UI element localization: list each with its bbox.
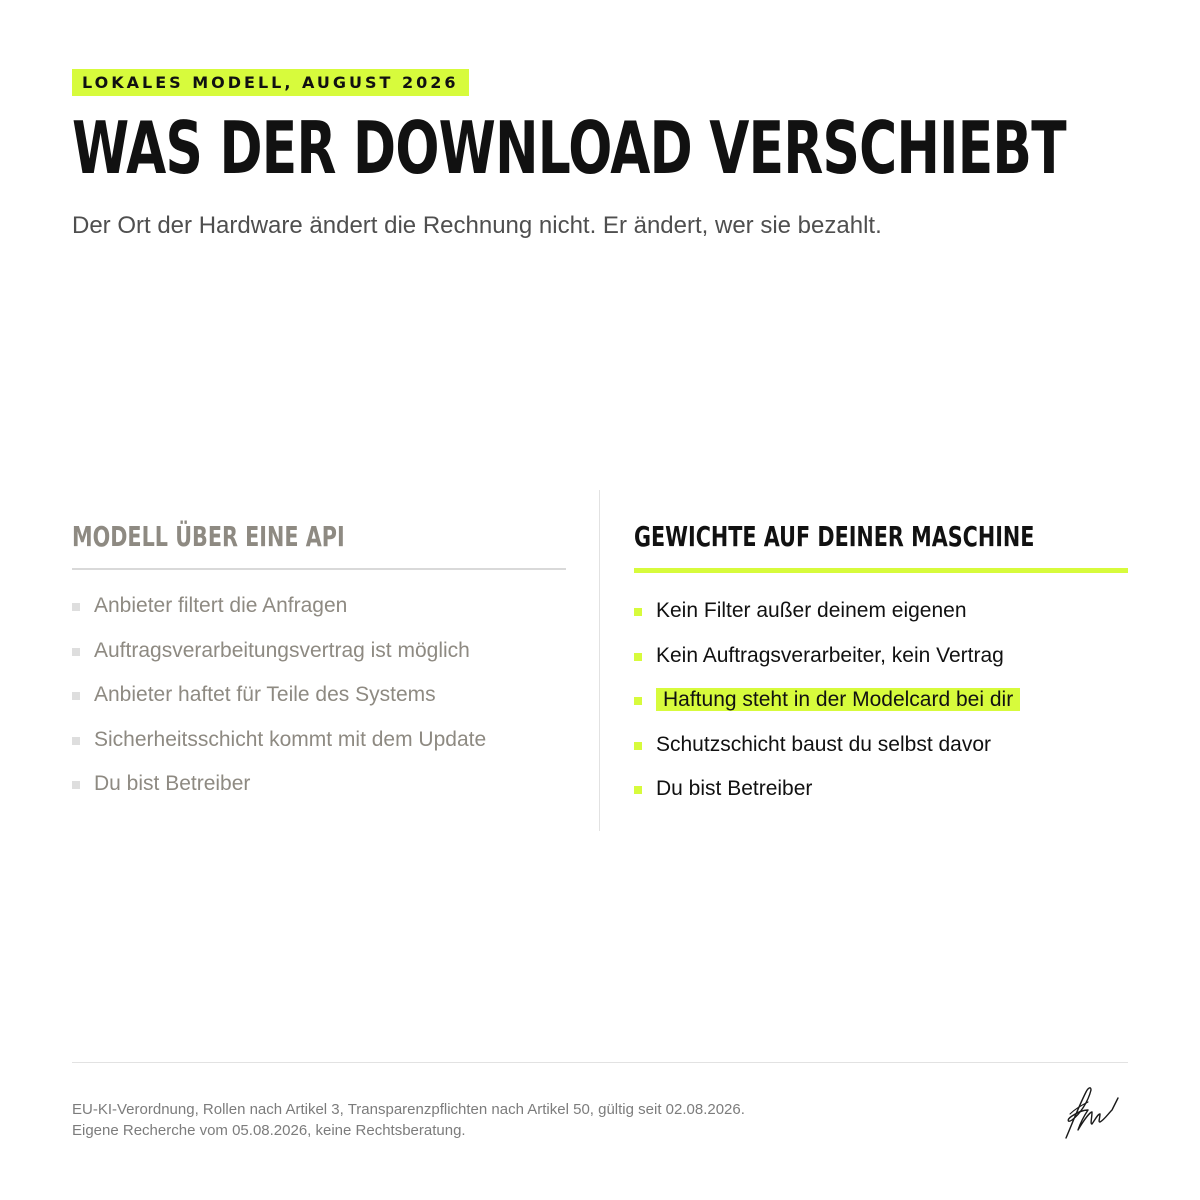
list-item: [72, 637, 566, 682]
list-item-label: Schutzschicht baust du selbst davor: [656, 732, 992, 756]
list-item-label: Du bist Betreiber: [656, 777, 813, 801]
api-model-heading: MODELL ÜBER EINE API: [72, 520, 345, 553]
list-item-label: Sicherheitsschicht kommt mit dem Update: [94, 727, 487, 751]
handwritten-signature-icon: [1058, 1080, 1130, 1142]
list-item: [634, 731, 1128, 776]
square-bullet-icon: [634, 608, 642, 616]
square-bullet-icon: [72, 737, 80, 745]
api-model-heading-rule: [72, 568, 566, 570]
square-bullet-icon: [634, 786, 642, 794]
list-item: [634, 642, 1128, 687]
api-model-list: [72, 592, 566, 815]
list-item-label: Anbieter filtert die Anfragen: [94, 594, 348, 617]
square-bullet-icon: [72, 692, 80, 700]
list-item-label: Du bist Betreiber: [94, 772, 251, 796]
local-weights-list: [634, 597, 1128, 820]
local-weights-heading-rule: [634, 568, 1128, 573]
list-item: [72, 726, 566, 771]
footer-disclaimer-line: Eigene Recherche vom 05.08.2026, keine Rechtsberatung.: [72, 1122, 466, 1139]
square-bullet-icon: [634, 697, 642, 705]
list-item-label: Kein Filter außer deinem eigenen: [656, 599, 967, 622]
footer-source-line: EU-KI-Verordnung, Rollen nach Artikel 3, Transparenzpflichten nach Artikel 50, gültig seit 02.08.2026.: [72, 1101, 745, 1118]
square-bullet-icon: [72, 781, 80, 789]
api-model-column: [72, 515, 566, 815]
page-title: WAS DER DOWNLOAD VERSCHIEBT: [72, 106, 1066, 190]
square-bullet-icon: [634, 653, 642, 661]
list-item-highlighted: [634, 686, 1128, 731]
footer-notes: [72, 1099, 745, 1141]
local-weights-heading: GEWICHTE AUF DEINER MASCHINE: [634, 520, 1035, 553]
square-bullet-icon: [634, 742, 642, 750]
list-item: [72, 770, 566, 815]
list-item-label: Auftragsverarbeitungsvertrag ist möglich: [94, 638, 470, 662]
list-item-label: Kein Auftragsverarbeiter, kein Vertrag: [656, 643, 1004, 667]
page-subtitle: Der Ort der Hardware ändert die Rechnung nicht. Er ändert, wer sie bezahlt.: [72, 212, 882, 239]
footer-divider: [72, 1062, 1128, 1063]
column-divider: [599, 490, 600, 831]
kicker-label: LOKALES MODELL, AUGUST 2026: [72, 69, 469, 96]
list-item: [634, 597, 1128, 642]
local-weights-column: [634, 515, 1128, 820]
list-item: [72, 681, 566, 726]
list-item: [72, 592, 566, 637]
list-item-label: Anbieter haftet für Teile des Systems: [94, 683, 436, 707]
square-bullet-icon: [72, 603, 80, 611]
list-item: [634, 775, 1128, 820]
highlighted-item-label: Haftung steht in der Modelcard bei dir: [656, 688, 1020, 711]
square-bullet-icon: [72, 648, 80, 656]
